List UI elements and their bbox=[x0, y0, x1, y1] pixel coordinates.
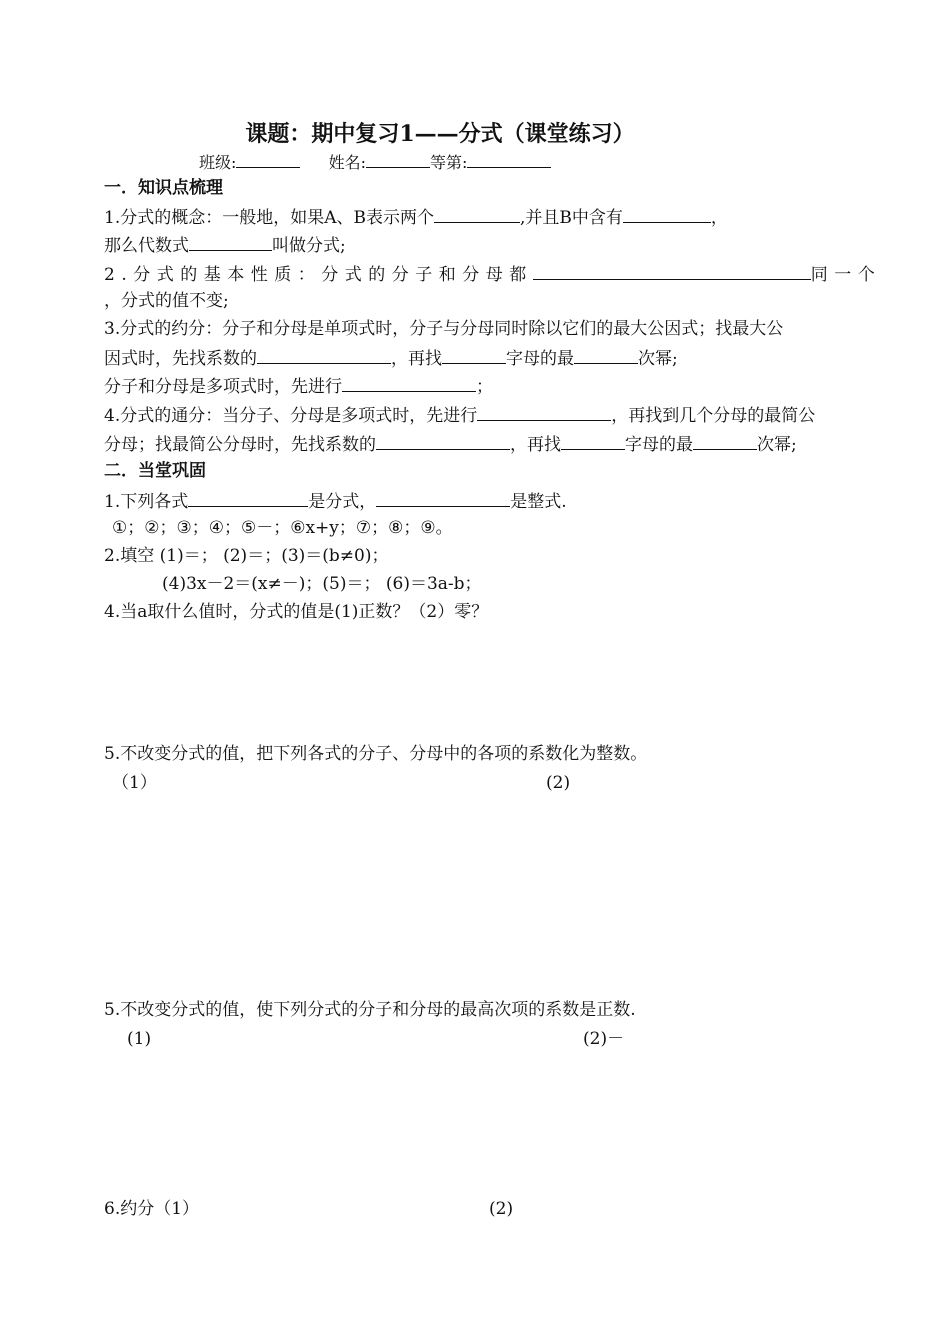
text: ,并且B中含有 bbox=[520, 208, 623, 228]
answer-blank[interactable] bbox=[533, 262, 811, 280]
text: ； bbox=[476, 377, 493, 397]
question-2-line-1: 2.填空 (1)＝； (2)＝；(3)＝(b≠0)； bbox=[104, 546, 389, 566]
class-label: 班级: bbox=[199, 153, 237, 172]
text: 分母；找最简公分母时，先找系数的 bbox=[104, 435, 376, 455]
answer-blank[interactable] bbox=[442, 346, 506, 364]
reduction-line-2 bbox=[104, 346, 678, 370]
text: 4.分式的通分：当分子、分母是多项式时，先进行 bbox=[104, 406, 478, 426]
answer-blank[interactable] bbox=[693, 432, 757, 450]
text: ， bbox=[710, 208, 728, 228]
reduction-line-3 bbox=[104, 374, 493, 398]
answer-blank[interactable] bbox=[376, 432, 510, 450]
class-blank[interactable] bbox=[236, 150, 300, 168]
answer-blank[interactable] bbox=[189, 233, 272, 251]
question-5b: 5.不改变分式的值，使下列分式的分子和分母的最高次项的系数是正数. bbox=[104, 1000, 636, 1020]
text: 字母的最 bbox=[506, 349, 574, 369]
common-denominator-line-2 bbox=[104, 432, 797, 456]
concept-line-1 bbox=[104, 205, 728, 229]
question-5-part-2: (2) bbox=[546, 773, 571, 793]
text: 因式时，先找系数的 bbox=[104, 349, 257, 369]
question-5b-part-2: (2)－ bbox=[583, 1029, 625, 1049]
answer-blank[interactable] bbox=[434, 205, 520, 223]
text: 分子和分母是多项式时，先进行 bbox=[104, 377, 342, 397]
question-5: 5.不改变分式的值，把下列各式的分子、分母中的各项的系数化为整数。 bbox=[104, 744, 648, 764]
text: 2.分式的基本性质：分式的分子和分母都 bbox=[104, 265, 533, 285]
section1-heading: 一．知识点梳理 bbox=[104, 178, 223, 198]
grade-blank[interactable] bbox=[467, 150, 551, 168]
text: 同一个 bbox=[810, 265, 882, 285]
common-denominator-line-1 bbox=[104, 403, 815, 427]
section2-heading: 二．当堂巩固 bbox=[104, 461, 206, 481]
answer-blank[interactable] bbox=[188, 489, 308, 507]
text: ，再找到几个分母的最简公 bbox=[611, 406, 816, 426]
student-info-row bbox=[199, 150, 551, 174]
text: 字母的最 bbox=[625, 435, 693, 455]
text: 次幂; bbox=[757, 435, 797, 455]
text: 1.下列各式 bbox=[104, 492, 189, 512]
answer-blank[interactable] bbox=[623, 205, 711, 223]
text: 那么代数式 bbox=[104, 236, 189, 256]
text: ，再找 bbox=[391, 349, 442, 369]
question-2-line-2: (4)3x－2＝(x≠－)；(5)＝； (6)＝3a-b； bbox=[162, 574, 482, 594]
answer-blank[interactable] bbox=[376, 489, 510, 507]
text: 是分式， bbox=[308, 492, 377, 512]
text: 次幂; bbox=[638, 349, 678, 369]
question-6-part-2: (2) bbox=[489, 1199, 514, 1219]
name-label: 姓名: bbox=[328, 153, 366, 172]
text: ，再找 bbox=[510, 435, 561, 455]
question-5-part-1: （1） bbox=[112, 773, 157, 793]
concept-line-2 bbox=[104, 233, 346, 257]
question-1-items: ①；②；③；④；⑤－；⑥x+y；⑦；⑧；⑨。 bbox=[112, 518, 453, 538]
page-title: 课题：期中复习1——分式（课堂练习） bbox=[245, 121, 635, 147]
text: 1.分式的概念：一般地，如果A、B表示两个 bbox=[104, 208, 434, 228]
name-blank[interactable] bbox=[366, 150, 430, 168]
answer-blank[interactable] bbox=[477, 403, 611, 421]
question-6: 6.约分（1） bbox=[104, 1199, 200, 1219]
reduction-line-1: 3.分式的约分：分子和分母是单项式时，分子与分母同时除以它们的最大公因式；找最大公 bbox=[104, 319, 784, 339]
question-4: 4.当a取什么值时，分式的值是(1)正数？（2）零？ bbox=[104, 602, 489, 622]
text: 是整式. bbox=[510, 492, 567, 512]
property-line-1 bbox=[104, 262, 881, 286]
property-line-2: ，分式的值不变; bbox=[104, 291, 229, 311]
answer-blank[interactable] bbox=[342, 374, 476, 392]
answer-blank[interactable] bbox=[561, 432, 625, 450]
grade-label: 等第: bbox=[430, 153, 468, 172]
text: 叫做分式; bbox=[272, 236, 346, 256]
answer-blank[interactable] bbox=[257, 346, 391, 364]
answer-blank[interactable] bbox=[574, 346, 638, 364]
question-1 bbox=[104, 489, 567, 513]
question-5b-part-1: (1) bbox=[127, 1029, 152, 1049]
